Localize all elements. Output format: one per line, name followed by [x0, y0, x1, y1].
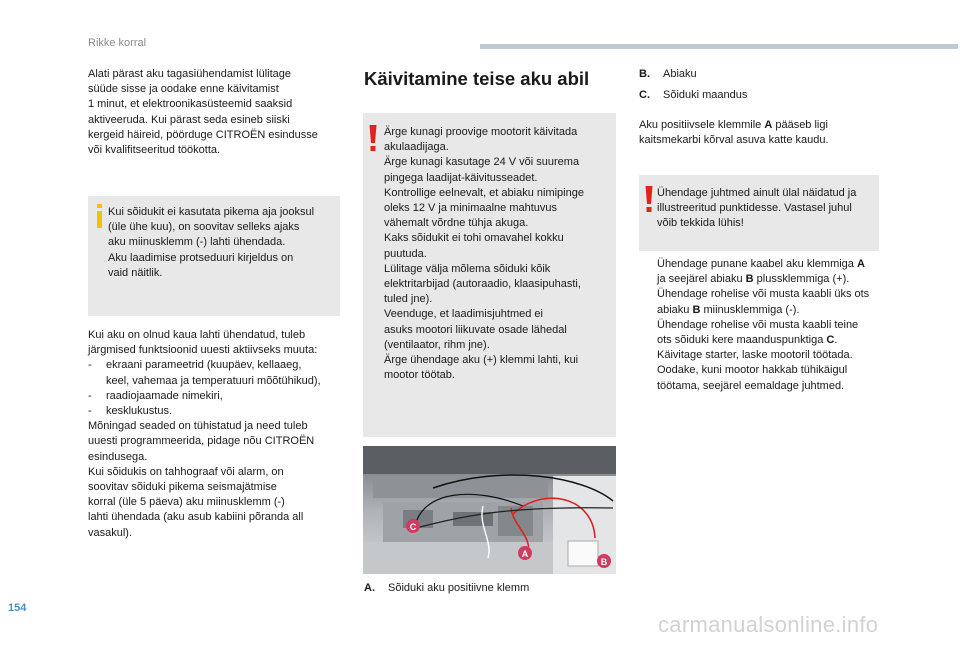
warning-text [384, 125, 610, 383]
text-line: aku miinusklemm (-) lahti ühendada. [108, 236, 286, 249]
text-line: soovitav sõiduki pikema seismajätmise [88, 481, 277, 494]
text-line: Mõningad seaded on tühistatud ja need tuleb [88, 420, 308, 433]
legend-item: B. Abiaku [639, 68, 697, 80]
text-line: uuesti programmeerida, pidage nõu CITROËN [88, 435, 315, 448]
engine-bay-photo [363, 446, 616, 574]
text-line: kaitsmekarbi kõrval asuva katte kaudu. [639, 134, 829, 147]
text-line: lahti ühendada (aku asub kabiini põranda all [88, 511, 304, 524]
warning-text-2 [657, 186, 873, 232]
text-line: elektritarbijad (autoraadio, klaasipuhasti, [384, 278, 581, 291]
text-line: puutuda. [384, 247, 427, 260]
text-line: Aku positiivsele klemmile A pääseb ligi [639, 119, 828, 131]
text-line: Ärge kunagi proovige mootorit käivitada [384, 126, 578, 138]
label-a: A [521, 549, 529, 559]
warning-icon [368, 125, 378, 151]
list-item: - kesklukustus. [88, 405, 173, 418]
text-line: Lülitage välja mõlema sõiduki kõik [384, 262, 551, 275]
text-line: Veenduge, et laadimisjuhtmed ei [384, 308, 543, 321]
section-header: Rikke korral [88, 37, 147, 49]
text-line: mootor töötab. [384, 369, 455, 382]
text-line: või kvalifitseeritud töökotta. [88, 144, 221, 157]
text-line: vasakul). [88, 526, 133, 539]
access-paragraph [639, 118, 879, 148]
text-line: Alati pärast aku tagasiühendamist lülitage [88, 68, 292, 80]
step-item: Ühendage rohelise või musta kaabli teine [657, 318, 859, 331]
text-line: pingega laadijat-käivitusseadet. [384, 171, 538, 184]
text-line: vaid näitlik. [108, 266, 163, 279]
jump-start-illustration [363, 446, 616, 574]
label-b: B [600, 557, 608, 567]
text-line: (ventilaator, rihm jne). [384, 338, 490, 351]
info-icon [95, 204, 104, 228]
text-line: Kaks sõidukit ei tohi omavahel kokku [384, 232, 564, 245]
steps-list [639, 257, 884, 394]
label-c: C [409, 522, 417, 532]
intro-paragraph [88, 67, 343, 158]
text-line: Ärge kunagi kasutage 24 V või suurema [384, 156, 580, 169]
text-line: Aku laadimise protseduuri kirjeldus on [108, 251, 294, 264]
header-bar [480, 44, 958, 49]
list-item: - ekraani parameetrid (kuupäev, kellaaeg, [88, 359, 302, 372]
text-line: Ärge ühendage aku (+) klemmi lahti, kui [384, 354, 579, 367]
reconnect-section [88, 328, 343, 541]
text-line: oleks 12 V ja minimaalne mahtuvus [384, 202, 558, 215]
step-item: Ühendage rohelise või musta kaabli üks ots [657, 288, 870, 301]
step-item: Oodake, kuni mootor hakkab tühikäigul [657, 364, 848, 377]
caption-text: Sõiduki aku positiivne klemm [388, 582, 530, 594]
step-item: Käivitage starter, laske mootoril töötada. [657, 349, 853, 362]
step-item: ja seejärel abiaku B plussklemmiga (+). [657, 273, 850, 286]
text-line: kergeid häireid, pöörduge CITROËN esindusse [88, 128, 318, 141]
step-item: abiaku B miinusklemmiga (-). [657, 303, 800, 316]
text-line: (üle ühe kuu), on soovitav selleks ajaks [108, 221, 300, 234]
caption-key: A. [364, 582, 375, 594]
step-item: Ühendage punane kaabel aku klemmiga A [657, 258, 865, 270]
watermark: carmanualsonline.info [658, 612, 879, 637]
text-line: korral (üle 5 päeva) aku miinusklemm (-) [88, 496, 285, 509]
text-line: tuled jne). [384, 293, 433, 306]
text-line: järgmised funktsioonid uuesti aktiivseks muuta: [88, 344, 318, 357]
text-line: akulaadijaga. [384, 141, 449, 154]
text-line: esindusega. [88, 450, 148, 463]
text-line: süüde sisse ja oodake enne käivitamist [88, 83, 279, 96]
warning-icon [644, 186, 654, 212]
legend [639, 67, 879, 109]
text-line: illustreeritud punktidesse. Vastasel juhul [657, 202, 852, 215]
photo-caption [364, 581, 529, 596]
legend-item: C. Sõiduki maandus [639, 89, 748, 102]
page-number: 154 [8, 602, 27, 614]
text-line: aktiveeruda. Kui pärast seda esineb siiski [88, 113, 290, 126]
text-line: 1 minut, et elektroonikasüsteemid saaksid [88, 98, 293, 111]
step-item: töötama, seejärel eemaldage juhtmed. [657, 379, 845, 392]
text-line: võib tekkida lühis! [657, 217, 744, 230]
text-line: Kui aku on olnud kaua lahti ühendatud, tuleb [88, 329, 306, 341]
text-line: Kui sõidukis on tahhograaf või alarm, on [88, 465, 284, 478]
text-line: Ühendage juhtmed ainult ülal näidatud ja [657, 187, 857, 199]
list-item: - raadiojaamade nimekiri, [88, 389, 223, 402]
info-text [108, 205, 336, 281]
step-item: ots sõiduki kere maanduspunktiga C. [657, 334, 838, 347]
section-title: Käivitamine teise aku abil [364, 68, 590, 89]
text-line: Kontrollige eelnevalt, et abiaku nimipinge [384, 186, 584, 199]
text-line: vähemalt võrdne tühja akuga. [384, 217, 529, 230]
list-item: keel, vahemaa ja temperatuuri mõõtühikud), [106, 374, 321, 387]
text-line: asuks mootori liikuvate osade lähedal [384, 323, 567, 336]
text-line: Kui sõidukit ei kasutata pikema aja jooksul [108, 206, 315, 218]
